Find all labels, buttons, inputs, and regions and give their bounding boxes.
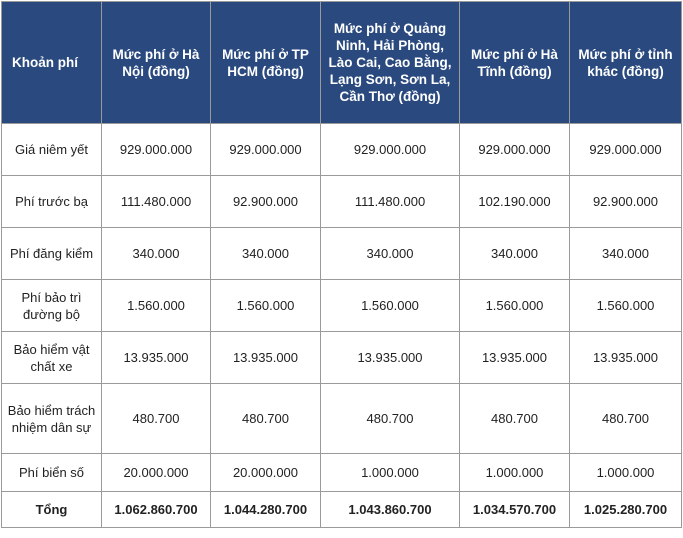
row-label: Bảo hiểm trách nhiệm dân sự: [2, 384, 102, 454]
row-label: Giá niêm yết: [2, 124, 102, 176]
row-label: Phí đăng kiểm: [2, 228, 102, 280]
table-cell: 13.935.000: [460, 332, 570, 384]
row-label: Bảo hiểm vật chất xe: [2, 332, 102, 384]
table-cell: 340.000: [460, 228, 570, 280]
table-cell: 480.700: [460, 384, 570, 454]
table-cell: 1.560.000: [321, 280, 460, 332]
table-row: [2, 124, 682, 176]
table-cell: 1.000.000: [321, 454, 460, 492]
table-cell: 102.190.000: [460, 176, 570, 228]
header-row: [2, 2, 682, 124]
total-label: Tổng: [2, 492, 102, 528]
header-fee-type: Khoản phí: [2, 2, 102, 124]
table-cell: 340.000: [570, 228, 682, 280]
table-cell: 1.560.000: [211, 280, 321, 332]
table-cell: 340.000: [102, 228, 211, 280]
table-cell: 929.000.000: [460, 124, 570, 176]
row-label: Phí trước bạ: [2, 176, 102, 228]
table-row: [2, 332, 682, 384]
table-cell: 13.935.000: [102, 332, 211, 384]
header-hanoi: Mức phí ở Hà Nội (đồng): [102, 2, 211, 124]
table-cell: 13.935.000: [321, 332, 460, 384]
header-ha-tinh: Mức phí ở Hà Tĩnh (đồng): [460, 2, 570, 124]
row-label: Phí bảo trì đường bộ: [2, 280, 102, 332]
fee-comparison-table: [1, 1, 682, 528]
table-cell: 480.700: [570, 384, 682, 454]
table-cell: 929.000.000: [211, 124, 321, 176]
table-cell: 340.000: [211, 228, 321, 280]
header-hcm: Mức phí ở TP HCM (đồng): [211, 2, 321, 124]
table-cell: 929.000.000: [321, 124, 460, 176]
total-cell: 1.044.280.700: [211, 492, 321, 528]
table-cell: 13.935.000: [211, 332, 321, 384]
table-cell: 340.000: [321, 228, 460, 280]
table-cell: 20.000.000: [102, 454, 211, 492]
table-cell: 929.000.000: [570, 124, 682, 176]
total-cell: 1.034.570.700: [460, 492, 570, 528]
total-cell: 1.062.860.700: [102, 492, 211, 528]
table-cell: 20.000.000: [211, 454, 321, 492]
table-cell: 13.935.000: [570, 332, 682, 384]
total-row: [2, 492, 682, 528]
table-cell: 92.900.000: [211, 176, 321, 228]
total-cell: 1.043.860.700: [321, 492, 460, 528]
table-cell: 1.560.000: [102, 280, 211, 332]
table-cell: 929.000.000: [102, 124, 211, 176]
table-row: [2, 454, 682, 492]
table-cell: 111.480.000: [321, 176, 460, 228]
table-row: [2, 280, 682, 332]
table-cell: 480.700: [102, 384, 211, 454]
table-row: [2, 176, 682, 228]
header-other-provinces: Mức phí ở tỉnh khác (đồng): [570, 2, 682, 124]
table-cell: 1.560.000: [570, 280, 682, 332]
table-row: [2, 228, 682, 280]
table-cell: 111.480.000: [102, 176, 211, 228]
table-cell: 1.000.000: [570, 454, 682, 492]
table-cell: 480.700: [321, 384, 460, 454]
table-cell: 1.000.000: [460, 454, 570, 492]
table-cell: 1.560.000: [460, 280, 570, 332]
table-cell: 92.900.000: [570, 176, 682, 228]
total-cell: 1.025.280.700: [570, 492, 682, 528]
table-cell: 480.700: [211, 384, 321, 454]
header-group-provinces: Mức phí ở Quảng Ninh, Hải Phòng, Lào Cai, Cao Bằng, Lạng Sơn, Sơn La, Cần Thơ (đồng): [321, 2, 460, 124]
row-label: Phí biển số: [2, 454, 102, 492]
table-row: [2, 384, 682, 454]
